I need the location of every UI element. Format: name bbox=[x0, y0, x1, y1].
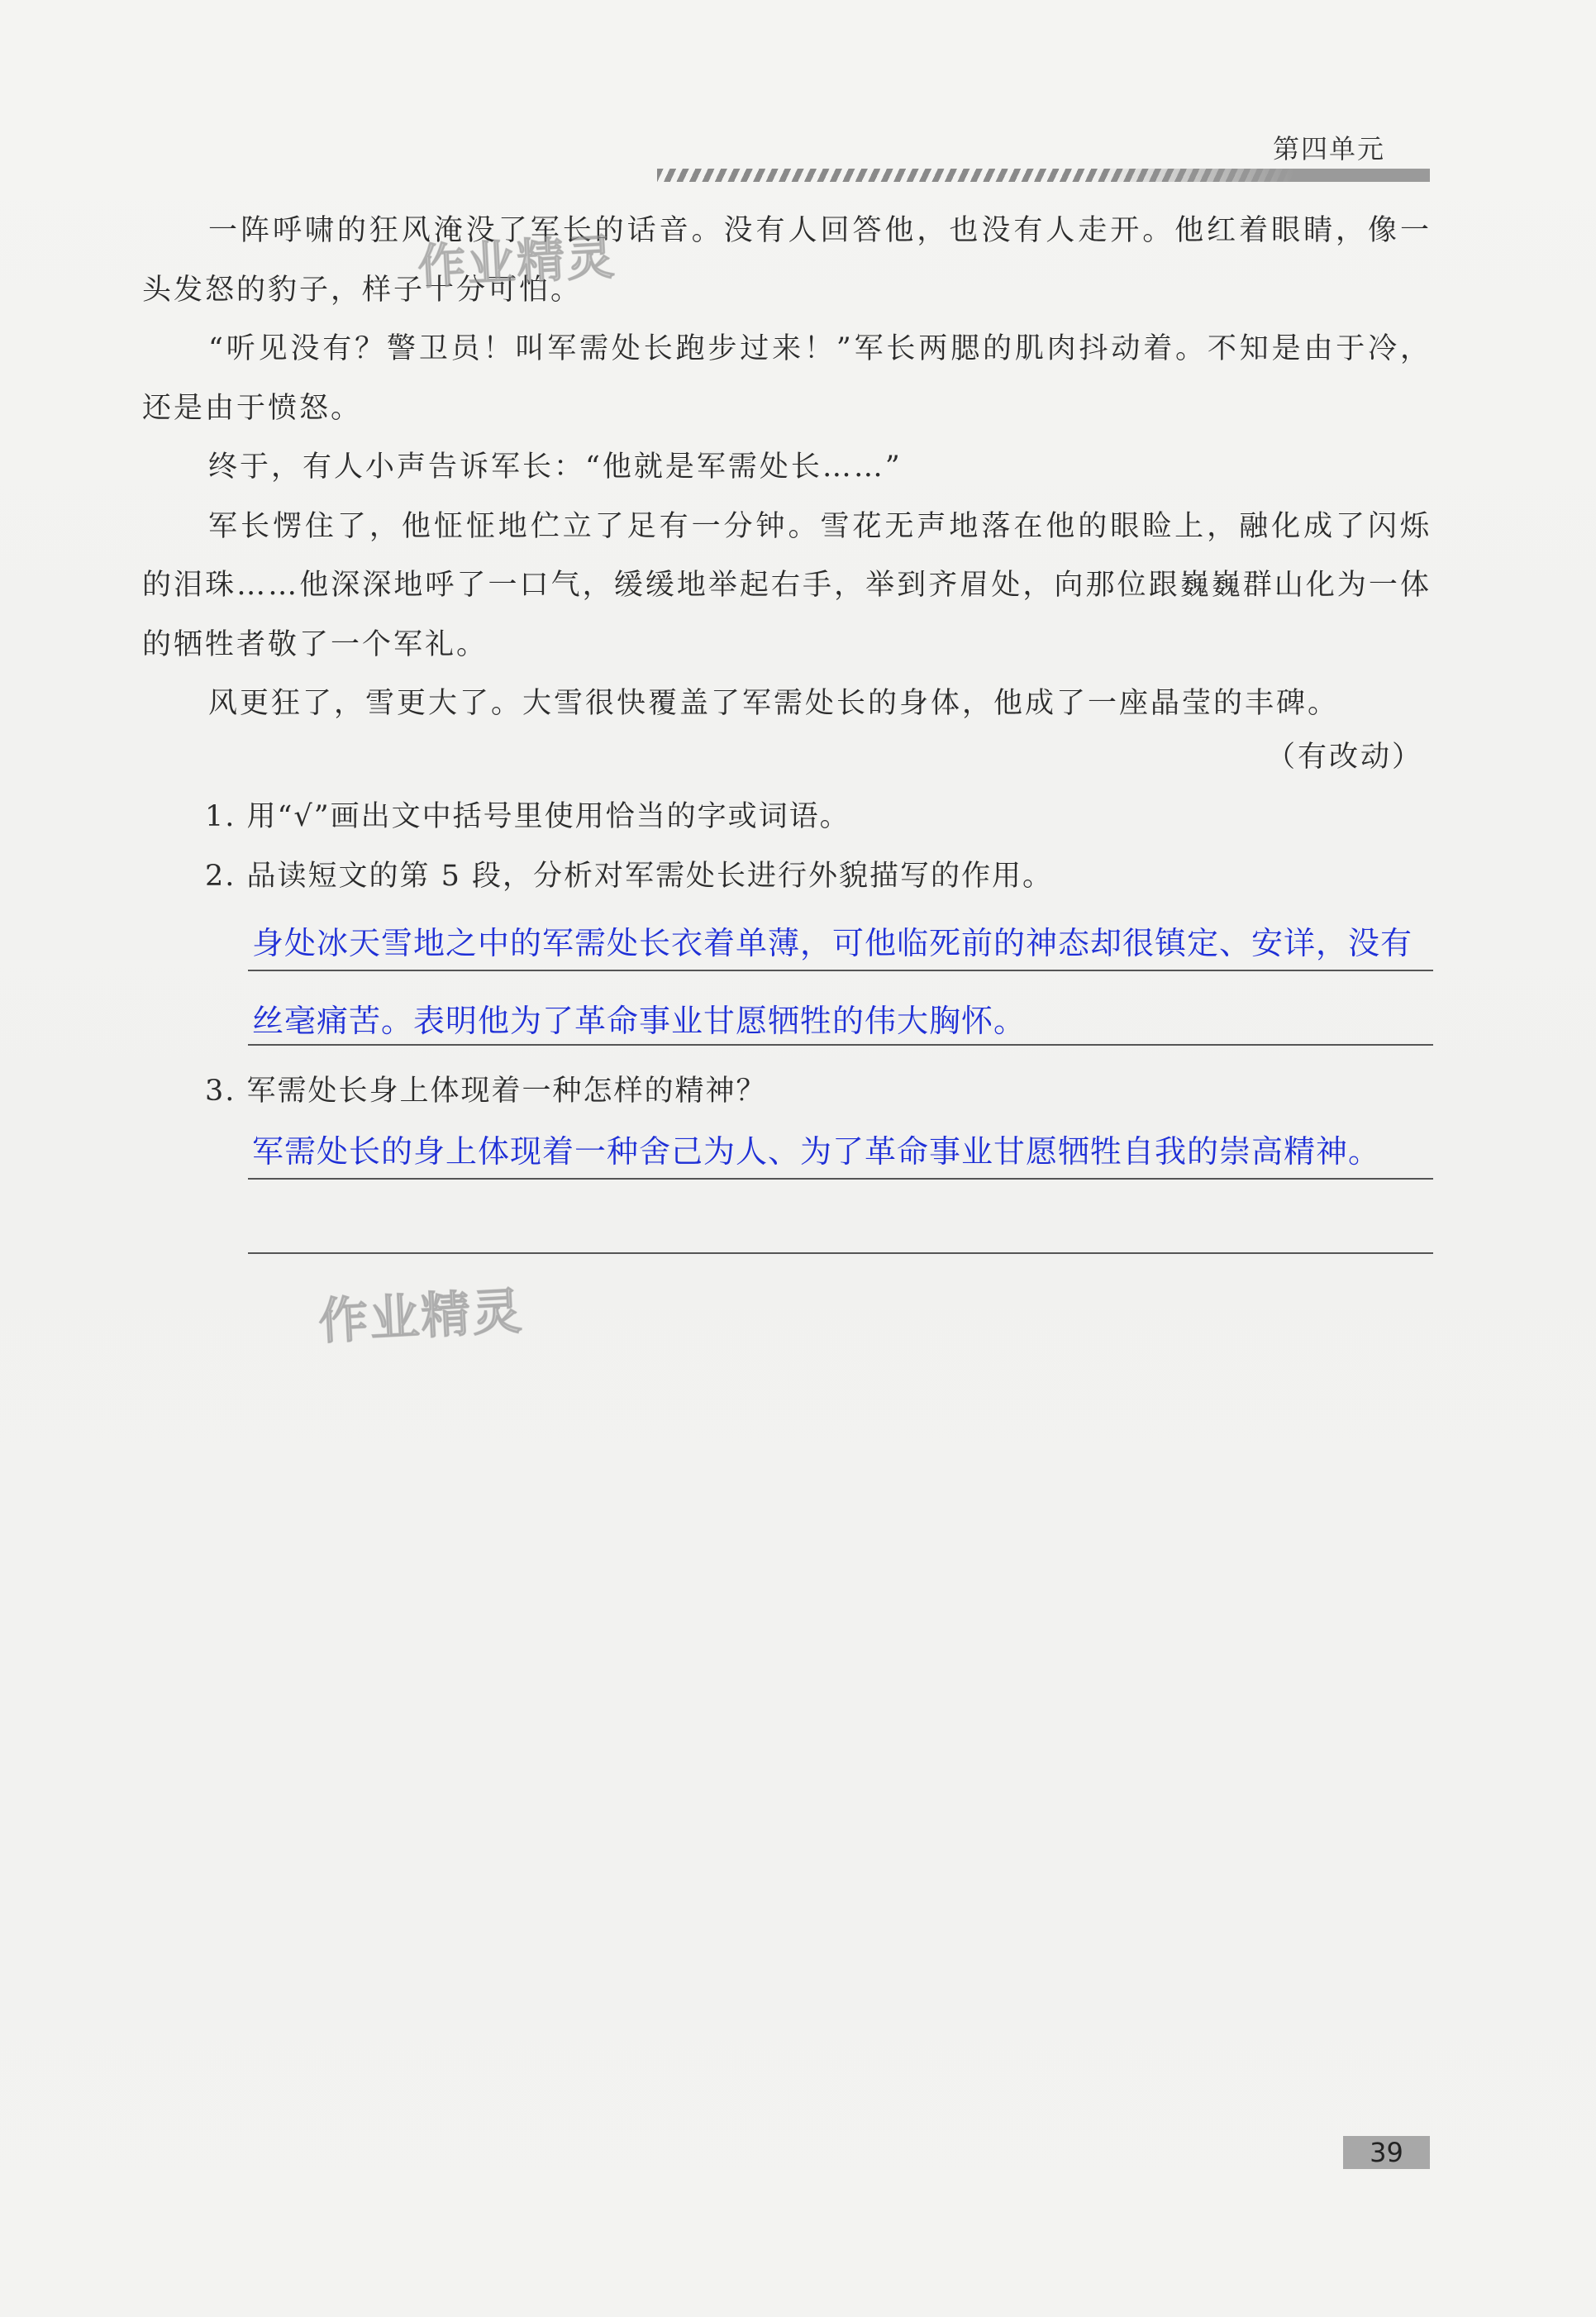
passage-paragraph: 军长愣住了，他怔怔地伫立了足有一分钟。雪花无声地落在他的眼睑上，融化成了闪烁的泪珠……他深深地呼了一口气，缓缓地举起右手，举到齐眉处，向那位跟巍巍群山化为一体的牺牲者敬了一个军礼。 bbox=[142, 509, 1432, 661]
watermark-logo: 作业精灵 bbox=[416, 228, 617, 296]
passage-paragraph: 一阵呼啸的狂风淹没了军长的话音。没有人回答他，也没有人走开。他红着眼睛，像一头发怒的豹子，样子十分可怕。 bbox=[142, 214, 1432, 307]
answer-2-line-2: 丝毫痛苦。表明他为了革命事业甘愿牺牲的伟大胸怀。 bbox=[252, 1003, 1027, 1039]
passage-paragraph: 风更狂了，雪更大了。大雪很快覆盖了军需处长的身体，他成了一座晶莹的丰碑。 bbox=[208, 687, 1340, 720]
question-3: 3. 军需处长身上体现着一种怎样的精神？ bbox=[205, 1075, 767, 1108]
answer-line bbox=[248, 1044, 1433, 1046]
answer-3-line-1: 军需处长的身上体现着一种舍己为人、为了革命事业甘愿牺牲自我的崇高精神。 bbox=[252, 1133, 1381, 1170]
watermark-logo: 作业精灵 bbox=[317, 1282, 525, 1352]
passage-paragraph: “听见没有？警卫员！叫军需处长跑步过来！”军长两腮的肌肉抖动着。不知是由于冷，还是由于愤怒。 bbox=[142, 332, 1432, 425]
header-stripe-shade bbox=[1091, 169, 1430, 182]
passage-paragraph: 终于，有人小声告诉军长：“他就是军需处长……” bbox=[208, 451, 903, 484]
answer-line bbox=[248, 970, 1433, 971]
answer-line bbox=[248, 1252, 1433, 1254]
reading-passage bbox=[142, 202, 1432, 734]
unit-title: 第四单元 bbox=[1273, 133, 1386, 164]
answer-line bbox=[248, 1178, 1433, 1180]
source-note: （有改动） bbox=[1266, 741, 1424, 774]
page-number: 39 bbox=[1343, 2136, 1430, 2169]
question-1: 1. 用“√”画出文中括号里使用恰当的字或词语。 bbox=[205, 800, 850, 833]
question-2: 2. 品读短文的第 5 段，分析对军需处长进行外貌描写的作用。 bbox=[205, 860, 1054, 893]
answer-2-line-1: 身处冰天雪地之中的军需处长衣着单薄，可他临死前的神态却很镇定、安详，没有 bbox=[252, 925, 1413, 961]
